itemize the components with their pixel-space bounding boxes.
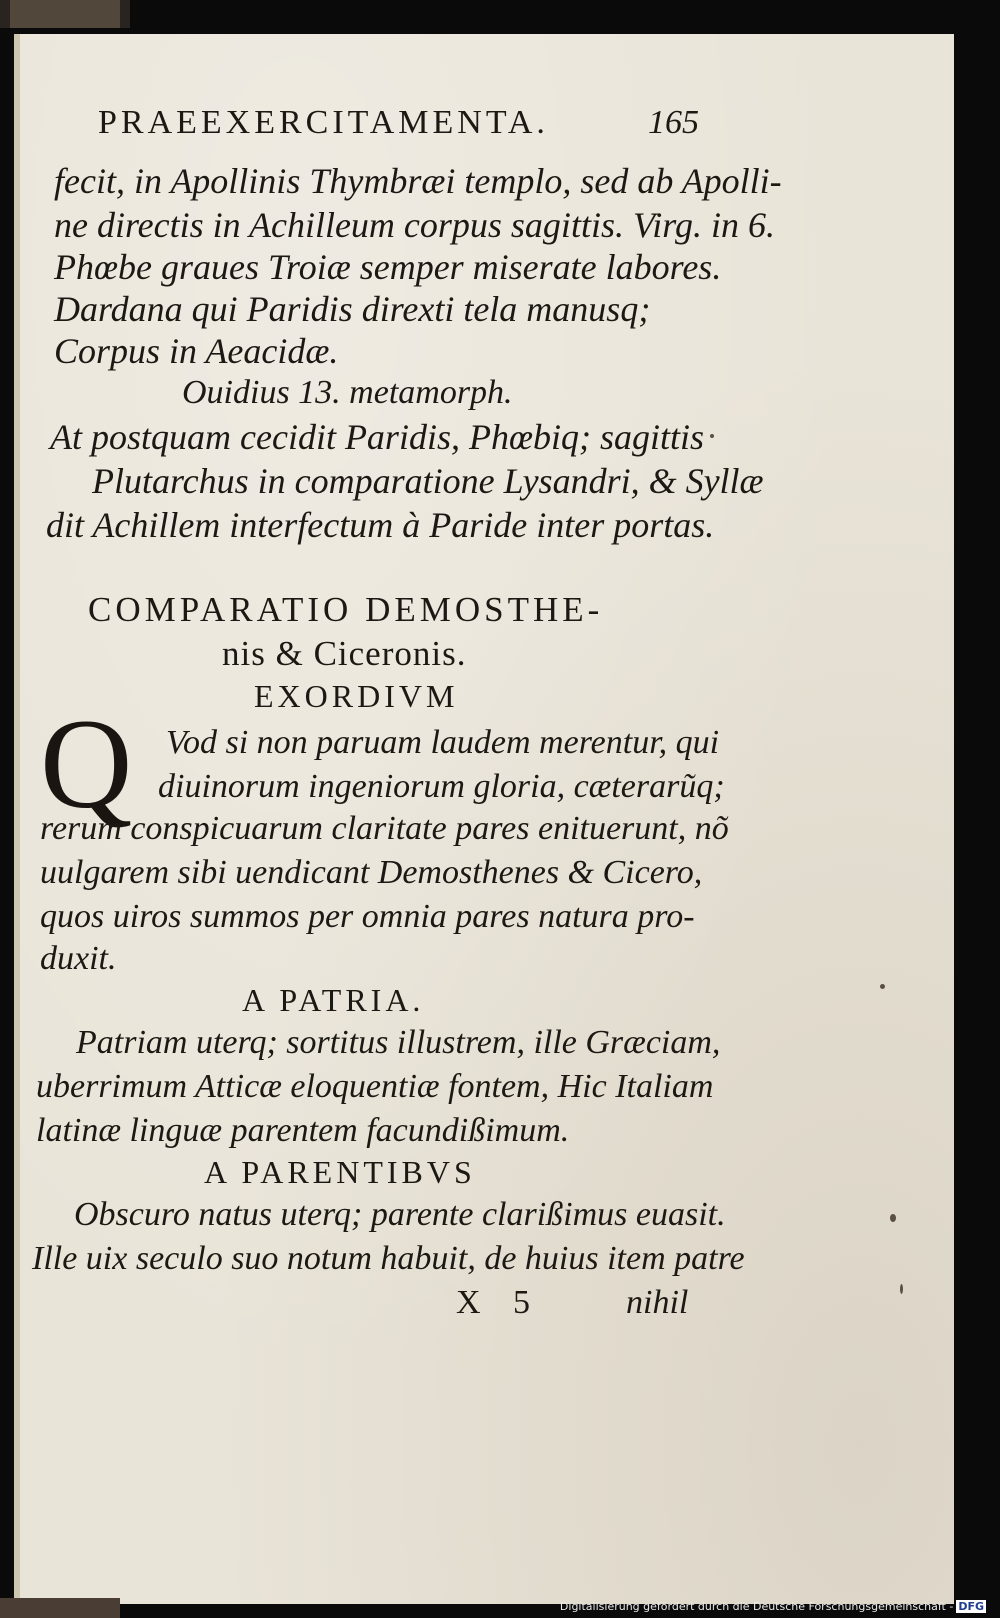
signature-mark: X 5 bbox=[456, 1284, 543, 1321]
section-title-line1: COMPARATIO DEMOSTHE- bbox=[88, 590, 604, 629]
exordium-heading: EXORDIVM bbox=[254, 678, 459, 714]
text-line: ne directis in Achilleum corpus sagittis. Virg. in 6. bbox=[54, 205, 775, 245]
plutarch-line: Plutarchus in comparatione Lysandri, & Syllæ bbox=[92, 461, 764, 501]
patria-heading: A PATRIA. bbox=[242, 982, 425, 1018]
exordium-line: Vod si non paruam laudem merentur, qui bbox=[166, 724, 720, 761]
digitization-credit bbox=[560, 1600, 986, 1613]
page-number: 165 bbox=[648, 104, 699, 141]
text-line: Phœbe graues Troiæ semper miserate labores. bbox=[54, 247, 722, 287]
patria-line: latinæ linguæ parentem facundißimum. bbox=[36, 1112, 570, 1149]
exordium-line: duxit. bbox=[40, 940, 117, 977]
exordium-line: quos uiros summos per omnia pares natura pro- bbox=[40, 898, 695, 935]
exordium-line: diuinorum ingeniorum gloria, cæterarũq; bbox=[158, 768, 725, 805]
book-spine-bottom bbox=[0, 1598, 120, 1618]
parentibus-heading: A PARENTIBVS bbox=[204, 1154, 476, 1190]
paper-speck bbox=[880, 984, 885, 989]
parentibus-line: Ille uix seculo suo notum habuit, de huius item patre bbox=[32, 1240, 745, 1277]
paper-speck bbox=[710, 434, 714, 438]
book-spine-top bbox=[0, 0, 130, 28]
patria-line: uberrimum Atticæ eloquentiæ fontem, Hic Italiam bbox=[36, 1068, 714, 1105]
credit-text: Digitalisierung gefördert durch die Deutsche Forschungsgemeinschaft - bbox=[559, 1600, 954, 1613]
text-line: fecit, in Apollinis Thymbræi templo, sed ab Apolli- bbox=[54, 161, 782, 201]
drop-cap-initial: Q bbox=[40, 693, 133, 835]
exordium-line: rerum conspicuarum claritate pares enituerunt, nõ bbox=[40, 810, 729, 847]
ovid-line: At postquam cecidit Paridis, Phœbiq; sagittis bbox=[50, 417, 704, 457]
paper-speck bbox=[890, 1214, 896, 1222]
dfg-logo: DFG bbox=[958, 1600, 984, 1613]
catchword: nihil bbox=[626, 1284, 689, 1321]
text-line: Corpus in Aeacidæ. bbox=[54, 331, 339, 371]
text-line: Dardana qui Paridis direxti tela manusq; bbox=[54, 289, 651, 329]
paper-speck bbox=[900, 1284, 903, 1294]
patria-line: Patriam uterq; sortitus illustrem, ille Græciam, bbox=[76, 1024, 721, 1061]
parentibus-line: Obscuro natus uterq; parente clarißimus euasit. bbox=[74, 1196, 726, 1233]
plutarch-line: dit Achillem interfectum à Paride inter portas. bbox=[46, 505, 715, 545]
ovid-reference: Ouidius 13. metamorph. bbox=[182, 374, 513, 411]
running-head-title: PRAEEXERCITAMENTA. bbox=[98, 104, 549, 141]
section-title-line2: nis & Ciceronis. bbox=[222, 634, 467, 673]
exordium-line: uulgarem sibi uendicant Demosthenes & Cicero, bbox=[40, 854, 703, 891]
